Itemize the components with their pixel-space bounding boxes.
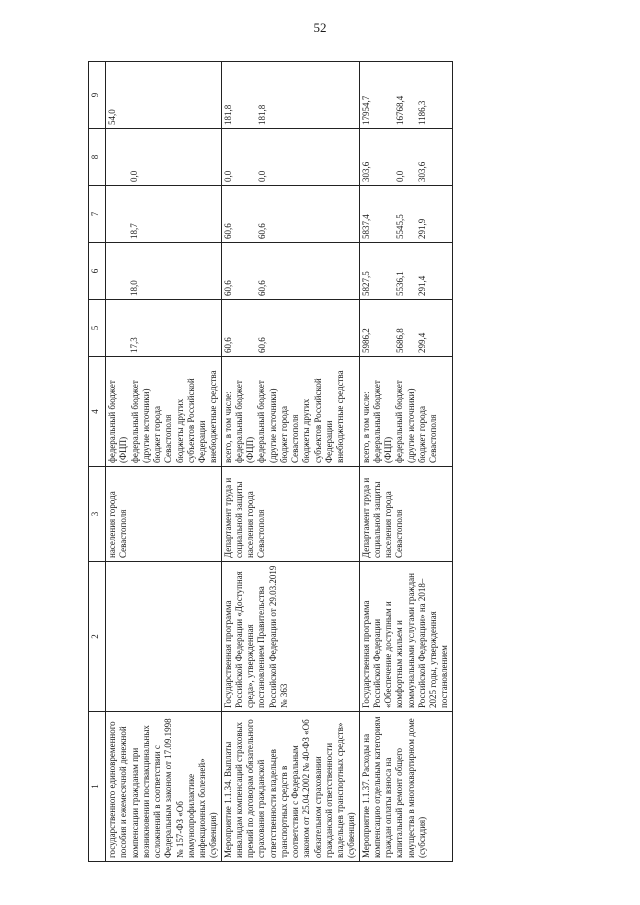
header-cell: 6 bbox=[89, 243, 106, 300]
header-cell: 9 bbox=[89, 62, 106, 129]
table-row bbox=[221, 62, 359, 862]
source-label: внебюджетные средства bbox=[335, 370, 345, 463]
header-cell: 5 bbox=[89, 300, 106, 357]
value-col6: 5827,5 5536,1 291,4 bbox=[359, 243, 452, 300]
budget-table bbox=[88, 61, 453, 862]
source-label: бюджет города Севастополя bbox=[278, 406, 300, 463]
header-cell: 2 bbox=[89, 562, 106, 712]
source-label: федеральный бюджет (другие источники) bbox=[256, 380, 278, 463]
value-col6: 18,0 bbox=[106, 243, 222, 300]
value-col7: 18,7 bbox=[106, 186, 222, 243]
source-label: бюджеты других субъектов Российской Федерации bbox=[174, 378, 207, 463]
source-label: всего, в том числе: bbox=[222, 391, 233, 463]
value-col9: 181,8 181,8 bbox=[221, 62, 359, 129]
value-col9: 17954,7 16768,4 1186,3 bbox=[359, 62, 452, 129]
value-col8: 0,0 bbox=[106, 129, 222, 186]
source-label: бюджет города Севастополя bbox=[416, 406, 438, 463]
responsible-executor: Департамент труда и социальной защиты населения города Севастополя bbox=[359, 467, 452, 562]
value-col6: 60,6 60,6 bbox=[221, 243, 359, 300]
program-reference bbox=[106, 562, 222, 712]
program-reference: Государственная программа Российской Федерации «Доступная среда», утвержденная постановлением Правительства Российской Федерации от 29.03.2019 № 363 bbox=[221, 562, 359, 712]
responsible-executor: населения города Севастополя bbox=[106, 467, 222, 562]
page-number: 52 bbox=[313, 20, 327, 35]
value-col7: 60,6 60,6 bbox=[221, 186, 359, 243]
measure-description: государственного единовременного пособия и ежемесячной денежной компенсации гражданам при возникновении поствакцинальных осложнений в соответствии с Федеральным законом от 17.09.1998 № 157-ФЗ «Об иммунопрофилактике инфекционных болезней» (субвенция) bbox=[106, 712, 222, 862]
source-label: федеральный бюджет (ФЦП) bbox=[371, 380, 393, 463]
program-reference: Государственная программа Российской Федерации «Обеспечение доступным и комфортным жильем и коммунальными услугами граждан Российской Федерации» на 2018–2025 годы, утвержденная постановлением bbox=[359, 562, 452, 712]
header-cell: 8 bbox=[89, 129, 106, 186]
table-header-row bbox=[89, 62, 106, 862]
value-col5: 60,6 60,6 bbox=[221, 300, 359, 357]
header-cell: 3 bbox=[89, 467, 106, 562]
table-row bbox=[359, 62, 452, 862]
measure-description: Мероприятие 1.1.34. Выплаты инвалидам компенсаций страховых премий по договорам обязательного страхования гражданской ответственности владельцев транспортных средств в соответствии с Федеральным законом от 25.04.2002 № 40-ФЗ «Об обязательном страховании гражданской ответственности владельцев транспортных средств» (субвенция) bbox=[221, 712, 359, 862]
source-label: федеральный бюджет (ФЦП) bbox=[233, 380, 255, 463]
value-col7: 5837,4 5545,5 291,9 bbox=[359, 186, 452, 243]
source-label: федеральный бюджет (ФЦП) bbox=[107, 380, 129, 463]
funding-sources bbox=[106, 357, 222, 467]
header-cell: 4 bbox=[89, 357, 106, 467]
measure-description: Мероприятие 1.1.37. Расходы на компенсацию отдельным категориям граждан оплаты взноса на капитальный ремонт общего имущества в многоквартирном доме (субсидия) bbox=[359, 712, 452, 862]
source-label: федеральный бюджет (другие источники) bbox=[129, 380, 151, 463]
header-cell: 1 bbox=[89, 712, 106, 862]
source-label: бюджеты других субъектов Российской Федерации bbox=[301, 378, 334, 463]
source-label: всего, в том числе: bbox=[360, 391, 371, 463]
rotated-table-container bbox=[88, 62, 568, 862]
source-label: бюджет города Севастополя bbox=[152, 406, 174, 463]
source-label: федеральный бюджет (другие источники) bbox=[394, 380, 416, 463]
table-row bbox=[106, 62, 222, 862]
value-col5: 5986,2 5686,8 299,4 bbox=[359, 300, 452, 357]
value-col5: 17,3 bbox=[106, 300, 222, 357]
funding-sources bbox=[359, 357, 452, 467]
value-col8: 303,6 0,0 303,6 bbox=[359, 129, 452, 186]
value-col8: 0,0 0,0 bbox=[221, 129, 359, 186]
header-cell: 7 bbox=[89, 186, 106, 243]
value-col9: 54,0 bbox=[106, 62, 222, 129]
funding-sources bbox=[221, 357, 359, 467]
responsible-executor: Департамент труда и социальной защиты населения города Севастополя bbox=[221, 467, 359, 562]
source-label: внебюджетные средства bbox=[208, 370, 219, 463]
